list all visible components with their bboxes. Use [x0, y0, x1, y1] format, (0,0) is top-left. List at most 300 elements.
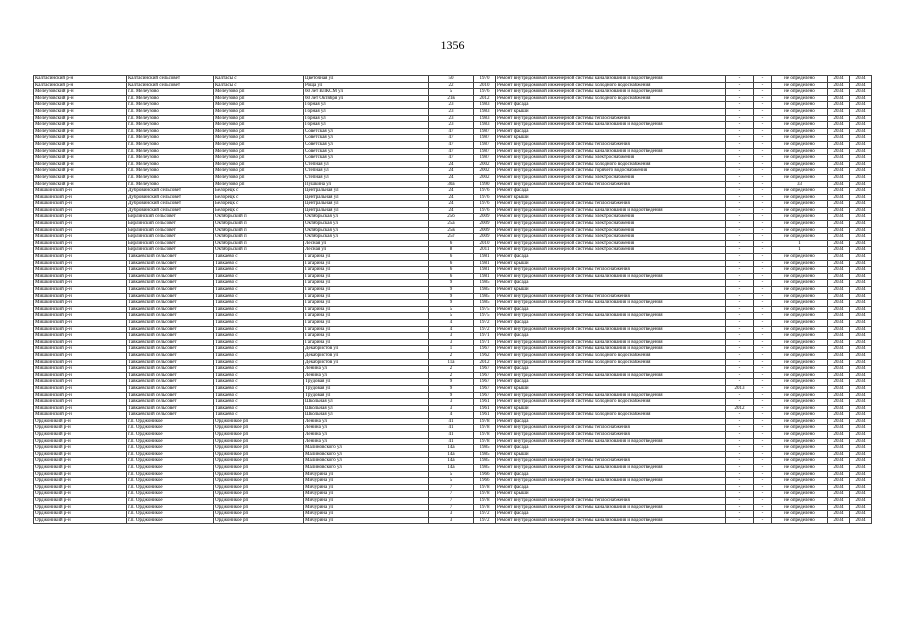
cell-year-to: 2034: [850, 214, 872, 221]
cell-house: 5: [429, 471, 474, 478]
table-row: [34, 333, 872, 340]
cell-settlement: г.п. Орджоникое: [127, 438, 214, 445]
cell-status: не определено: [772, 207, 828, 214]
cell-area: Орджоникий р-н: [34, 504, 127, 511]
cell-house: 7: [429, 491, 474, 498]
cell-year: 1981: [474, 254, 496, 261]
cell-locality: Тавкаево с: [214, 300, 304, 307]
cell-locality: Мелеузово рп: [214, 122, 304, 129]
cell-settlement: г.п. Орджоникое: [127, 425, 214, 432]
cell-work: Ремонт внутридомовой инженерной системы электроснабжения: [496, 227, 726, 234]
cell-status: не определено: [772, 346, 828, 353]
cell-value-b: -: [754, 168, 772, 175]
cell-status: не определено: [772, 471, 828, 478]
cell-locality: Мелеузово рп: [214, 95, 304, 102]
cell-year: 1962: [474, 352, 496, 359]
cell-settlement: Тавкаевский сельсовет: [127, 392, 214, 399]
cell-year-to: 2034: [850, 300, 872, 307]
table-row: [34, 319, 872, 326]
cell-year: 2011: [474, 247, 496, 254]
cell-value-b: -: [754, 511, 772, 518]
cell-work: Ремонт внутридомовой инженерной системы теплоснабжения: [496, 432, 726, 439]
cell-settlement: Бирлинский сельсовет: [127, 214, 214, 221]
cell-house: 14а: [429, 451, 474, 458]
cell-year-to: 2034: [850, 174, 872, 181]
cell-area: Мелеузовский р-н: [34, 89, 127, 96]
cell-value-b: -: [754, 221, 772, 228]
cell-year-to: 2034: [850, 359, 872, 366]
cell-settlement: г.п. Мелеузово: [127, 148, 214, 155]
table-row: [34, 405, 872, 412]
cell-work: Ремонт внутридомовой инженерной системы теплоснабжения: [496, 425, 726, 432]
cell-year-to: 2034: [850, 319, 872, 326]
cell-value-a: -: [726, 188, 754, 195]
cell-value-a: -: [726, 168, 754, 175]
cell-work: Ремонт внутридомовой инженерной системы канализования и водоотведения: [496, 89, 726, 96]
cell-status: не определено: [772, 438, 828, 445]
table-row: [34, 326, 872, 333]
cell-value-a: -: [726, 471, 754, 478]
cell-value-b: -: [754, 458, 772, 465]
cell-status: не определено: [772, 161, 828, 168]
cell-year: 2010: [474, 82, 496, 89]
cell-value-a: -: [726, 234, 754, 241]
cell-work: Ремонт внутридомовой инженерной системы канализования и водоотведения: [496, 76, 726, 83]
table-row: [34, 174, 872, 181]
cell-year: 1975: [474, 306, 496, 313]
cell-year-to: 2034: [850, 115, 872, 122]
cell-year-from: 2034: [828, 458, 850, 465]
cell-settlement: г.п. Орджоникое: [127, 511, 214, 518]
cell-settlement: Бирлинский сельсовет: [127, 227, 214, 234]
cell-status: не определено: [772, 339, 828, 346]
cell-year-from: 2034: [828, 392, 850, 399]
cell-area: Мишкинский р-н: [34, 221, 127, 228]
cell-year: 1978: [474, 438, 496, 445]
cell-value-a: -: [726, 418, 754, 425]
cell-street: Гагарина ул: [304, 300, 429, 307]
cell-year-from: 2034: [828, 287, 850, 294]
cell-status: не определено: [772, 188, 828, 195]
cell-value-a: -: [726, 498, 754, 505]
cell-settlement: г.п. Мелеузово: [127, 174, 214, 181]
cell-work: Ремонт внутридомовой инженерной системы канализования и водоотведения: [496, 372, 726, 379]
cell-area: Мелеузовский р-н: [34, 135, 127, 142]
cell-street: Мичурина ул: [304, 504, 429, 511]
cell-locality: Мелеузово рп: [214, 115, 304, 122]
cell-street: Школьная ул: [304, 405, 429, 412]
cell-street: Советская ул: [304, 148, 429, 155]
cell-settlement: г.п. Орджоникое: [127, 478, 214, 485]
cell-area: Мишкинский р-н: [34, 207, 127, 214]
cell-year-from: 2034: [828, 260, 850, 267]
cell-settlement: г.п. Мелеузово: [127, 181, 214, 188]
cell-year: 1985: [474, 280, 496, 287]
cell-settlement: Тавкаевский сельсовет: [127, 372, 214, 379]
cell-value-a: -: [726, 214, 754, 221]
cell-settlement: Тавкаевский сельсовет: [127, 300, 214, 307]
cell-status: не определено: [772, 319, 828, 326]
cell-value-b: -: [754, 135, 772, 142]
cell-locality: Тавкаево с: [214, 405, 304, 412]
cell-area: Мелеузовский р-н: [34, 155, 127, 162]
cell-status: не определено: [772, 379, 828, 386]
cell-year-from: 2034: [828, 128, 850, 135]
cell-work: Ремонт внутридомовой инженерной системы электроснабжения: [496, 155, 726, 162]
cell-value-b: -: [754, 478, 772, 485]
cell-value-a: -: [726, 221, 754, 228]
cell-value-b: -: [754, 438, 772, 445]
cell-value-a: -: [726, 451, 754, 458]
cell-year-to: 2034: [850, 412, 872, 419]
cell-settlement: г.п. Орджоникое: [127, 504, 214, 511]
cell-year-to: 2034: [850, 135, 872, 142]
cell-street: Ленина ул: [304, 438, 429, 445]
cell-settlement: Дубровинский сельсовет: [127, 194, 214, 201]
cell-year: 1985: [474, 458, 496, 465]
cell-settlement: Дубровинский сельсовет: [127, 188, 214, 195]
cell-house: 23: [429, 122, 474, 129]
cell-house: 47: [429, 135, 474, 142]
cell-year: 2002: [474, 174, 496, 181]
cell-year-to: 2034: [850, 221, 872, 228]
cell-year-to: 2034: [850, 498, 872, 505]
table-row: [34, 438, 872, 445]
cell-value-a: -: [726, 293, 754, 300]
cell-year: 1972: [474, 326, 496, 333]
cell-value-a: -: [726, 141, 754, 148]
cell-work: Ремонт внутридомовой инженерной системы электроснабжения: [496, 214, 726, 221]
cell-year-to: 2034: [850, 102, 872, 109]
cell-status: не определено: [772, 352, 828, 359]
cell-settlement: Дубровинский сельсовет: [127, 201, 214, 208]
cell-house: 5: [429, 89, 474, 96]
cell-status: не определено: [772, 432, 828, 439]
cell-area: Орджоникий р-н: [34, 484, 127, 491]
cell-year-from: 2034: [828, 76, 850, 83]
cell-work: Ремонт фасада: [496, 128, 726, 135]
cell-year-from: 2034: [828, 451, 850, 458]
cell-year: 1985: [474, 451, 496, 458]
cell-value-a: -: [726, 194, 754, 201]
cell-year: 1971: [474, 339, 496, 346]
cell-locality: Октябрьский п: [214, 227, 304, 234]
cell-area: Мишкинский р-н: [34, 260, 127, 267]
table-row: [34, 366, 872, 373]
cell-area: Мелеузовский р-н: [34, 141, 127, 148]
cell-year-to: 2034: [850, 346, 872, 353]
cell-street: Ленина ул: [304, 425, 429, 432]
cell-locality: Мелеузово рп: [214, 148, 304, 155]
cell-street: Ленина ул: [304, 366, 429, 373]
cell-locality: Тавкаево с: [214, 287, 304, 294]
cell-work: Ремонт внутридомовой инженерной системы теплоснабжения: [496, 293, 726, 300]
cell-year: 1987: [474, 148, 496, 155]
cell-area: Мишкинский р-н: [34, 306, 127, 313]
cell-year-to: 2034: [850, 484, 872, 491]
cell-value-a: -: [726, 122, 754, 129]
cell-street: Советская ул: [304, 141, 429, 148]
cell-work: Ремонт крыши: [496, 405, 726, 412]
cell-work: Ремонт крыши: [496, 491, 726, 498]
cell-area: Мишкинский р-н: [34, 399, 127, 406]
cell-work: Ремонт крыши: [496, 260, 726, 267]
cell-locality: Мелеузово рп: [214, 181, 304, 188]
cell-year-to: 2034: [850, 141, 872, 148]
cell-street: Горная ул: [304, 122, 429, 129]
cell-house: 3: [429, 333, 474, 340]
cell-year-to: 2034: [850, 76, 872, 83]
cell-locality: Тавкаево с: [214, 392, 304, 399]
cell-street: Гагарина ул: [304, 339, 429, 346]
cell-street: Центральная ул: [304, 207, 429, 214]
cell-area: Орджоникий р-н: [34, 465, 127, 472]
cell-status: не определено: [772, 412, 828, 419]
cell-year-from: 2034: [828, 207, 850, 214]
cell-status: не определено: [772, 201, 828, 208]
cell-value-a: -: [726, 76, 754, 83]
cell-year-to: 2034: [850, 260, 872, 267]
cell-year: 1985: [474, 445, 496, 452]
cell-street: Малиновского ул: [304, 458, 429, 465]
cell-locality: Орджоникое рп: [214, 504, 304, 511]
cell-year-from: 2034: [828, 471, 850, 478]
cell-year-from: 2034: [828, 465, 850, 472]
cell-street: Советская ул: [304, 155, 429, 162]
cell-value-a: -: [726, 280, 754, 287]
cell-work: Ремонт фасада: [496, 445, 726, 452]
cell-value-a: -: [726, 95, 754, 102]
cell-status: не определено: [772, 372, 828, 379]
cell-value-a: -: [726, 300, 754, 307]
cell-value-b: -: [754, 234, 772, 241]
cell-year: 2009: [474, 234, 496, 241]
cell-settlement: г.п. Орджоникое: [127, 484, 214, 491]
cell-house: 7: [429, 498, 474, 505]
cell-house: 25г: [429, 234, 474, 241]
cell-year-to: 2034: [850, 161, 872, 168]
cell-area: Мишкинский р-н: [34, 280, 127, 287]
cell-status: не определено: [772, 194, 828, 201]
cell-status: не определено: [772, 141, 828, 148]
cell-area: Мишкинский р-н: [34, 339, 127, 346]
cell-work: Ремонт внутридомовой инженерной системы канализования и водоотведения: [496, 346, 726, 353]
cell-status: не определено: [772, 326, 828, 333]
cell-status: не определено: [772, 458, 828, 465]
cell-house: 24: [429, 207, 474, 214]
cell-street: Центральная ул: [304, 201, 429, 208]
cell-year-to: 2034: [850, 155, 872, 162]
cell-locality: Тавкаево с: [214, 267, 304, 274]
cell-value-a: 2012: [726, 405, 754, 412]
table-row: [34, 306, 872, 313]
cell-year-to: 2034: [850, 399, 872, 406]
cell-status: не определено: [772, 168, 828, 175]
cell-work: Ремонт внутридомовой инженерной системы канализования и водоотведения: [496, 148, 726, 155]
cell-year-from: 2034: [828, 95, 850, 102]
cell-value-a: -: [726, 102, 754, 109]
cell-settlement: Тавкаевский сельсовет: [127, 280, 214, 287]
cell-value-b: -: [754, 108, 772, 115]
cell-locality: Тавкаево с: [214, 339, 304, 346]
cell-status: не определено: [772, 95, 828, 102]
cell-value-a: -: [726, 458, 754, 465]
cell-area: Орджоникий р-н: [34, 498, 127, 505]
cell-work: Ремонт внутридомовой инженерной системы холодного водоснабжения: [496, 352, 726, 359]
cell-settlement: г.п. Мелеузово: [127, 89, 214, 96]
cell-house: 25а: [429, 221, 474, 228]
table-row: [34, 498, 872, 505]
cell-value-b: -: [754, 102, 772, 109]
cell-work: Ремонт внутридомовой инженерной системы электроснабжения: [496, 234, 726, 241]
cell-street: Малиновского ул: [304, 451, 429, 458]
cell-year-to: 2034: [850, 478, 872, 485]
cell-year-to: 2034: [850, 89, 872, 96]
cell-street: Мичурина ул: [304, 517, 429, 524]
cell-locality: Орджоникое рп: [214, 438, 304, 445]
cell-work: Ремонт внутридомовой инженерной системы канализования и водоотведения: [496, 300, 726, 307]
cell-value-b: -: [754, 504, 772, 511]
cell-area: Мишкинский р-н: [34, 214, 127, 221]
cell-work: Ремонт фасада: [496, 306, 726, 313]
cell-settlement: Тавкаевский сельсовет: [127, 313, 214, 320]
cell-house: 4: [429, 326, 474, 333]
cell-year-from: 2034: [828, 122, 850, 129]
cell-value-a: -: [726, 207, 754, 214]
cell-street: Гагарина ул: [304, 267, 429, 274]
cell-house: 6: [429, 240, 474, 247]
cell-value-a: -: [726, 491, 754, 498]
cell-area: Мишкинский р-н: [34, 234, 127, 241]
cell-value-a: -: [726, 504, 754, 511]
cell-locality: Орджоникое рп: [214, 491, 304, 498]
table-row: [34, 247, 872, 254]
cell-value-b: -: [754, 399, 772, 406]
cell-value-a: -: [726, 511, 754, 518]
cell-house: 4: [429, 412, 474, 419]
cell-settlement: Тавкаевский сельсовет: [127, 366, 214, 373]
table-row: [34, 108, 872, 115]
table-row: [34, 293, 872, 300]
cell-area: Орджоникий р-н: [34, 418, 127, 425]
cell-status: не определено: [772, 425, 828, 432]
cell-year-to: 2034: [850, 293, 872, 300]
cell-house: 3: [429, 517, 474, 524]
cell-work: Ремонт внутридомовой инженерной системы канализования и водоотведения: [496, 438, 726, 445]
cell-settlement: г.п. Мелеузово: [127, 141, 214, 148]
cell-value-a: -: [726, 366, 754, 373]
cell-area: Орджоникий р-н: [34, 511, 127, 518]
table-row: [34, 471, 872, 478]
cell-value-a: -: [726, 399, 754, 406]
cell-locality: Калтасы с: [214, 76, 304, 83]
cell-house: 22: [429, 82, 474, 89]
cell-status: не определено: [772, 89, 828, 96]
cell-year: 1981: [474, 273, 496, 280]
cell-year: 1975: [474, 313, 496, 320]
cell-house: 9: [429, 385, 474, 392]
cell-work: Ремонт фасада: [496, 254, 726, 261]
cell-value-b: -: [754, 319, 772, 326]
cell-year: 1966: [474, 478, 496, 485]
cell-locality: Белорецк с: [214, 207, 304, 214]
cell-year-to: 2034: [850, 511, 872, 518]
cell-work: Ремонт внутридомовой инженерной системы канализования и водоотведения: [496, 392, 726, 399]
cell-year: 1971: [474, 333, 496, 340]
cell-year: 1987: [474, 141, 496, 148]
cell-area: Мишкинский р-н: [34, 188, 127, 195]
cell-locality: Тавкаево с: [214, 319, 304, 326]
cell-area: Мишкинский р-н: [34, 326, 127, 333]
cell-value-b: -: [754, 141, 772, 148]
cell-house: 24: [429, 188, 474, 195]
cell-settlement: Тавкаевский сельсовет: [127, 326, 214, 333]
cell-year-to: 2034: [850, 267, 872, 274]
cell-status: не определено: [772, 478, 828, 485]
cell-year-to: 2034: [850, 254, 872, 261]
cell-year-from: 2034: [828, 504, 850, 511]
cell-locality: Орджоникое рп: [214, 511, 304, 518]
cell-year-to: 2034: [850, 385, 872, 392]
cell-year-from: 2034: [828, 484, 850, 491]
cell-year: 1967: [474, 346, 496, 353]
cell-street: Мичурина ул: [304, 484, 429, 491]
cell-year: 2009: [474, 221, 496, 228]
table-row: [34, 352, 872, 359]
cell-year-from: 2034: [828, 82, 850, 89]
cell-settlement: г.п. Орджоникое: [127, 517, 214, 524]
cell-year-to: 2034: [850, 517, 872, 524]
cell-settlement: г.п. Мелеузово: [127, 128, 214, 135]
cell-year-from: 2034: [828, 280, 850, 287]
table-row: [34, 254, 872, 261]
cell-year-from: 2034: [828, 445, 850, 452]
cell-house: 30а: [429, 181, 474, 188]
cell-street: Степная ул: [304, 161, 429, 168]
cell-street: Октябрьская ул: [304, 227, 429, 234]
cell-value-b: -: [754, 372, 772, 379]
cell-status: не определено: [772, 511, 828, 518]
cell-status: не определено: [772, 227, 828, 234]
cell-locality: Мелеузово рп: [214, 161, 304, 168]
cell-value-b: -: [754, 247, 772, 254]
table-row: [34, 385, 872, 392]
cell-status: не определено: [772, 155, 828, 162]
cell-settlement: г.п. Мелеузово: [127, 95, 214, 102]
cell-house: 4: [429, 319, 474, 326]
cell-year-to: 2034: [850, 280, 872, 287]
cell-house: 9: [429, 280, 474, 287]
cell-year: 1967: [474, 366, 496, 373]
cell-year: 2002: [474, 161, 496, 168]
cell-year-from: 2034: [828, 102, 850, 109]
cell-year-from: 2034: [828, 478, 850, 485]
cell-year-from: 2034: [828, 517, 850, 524]
cell-area: Мишкинский р-н: [34, 372, 127, 379]
cell-status: не определено: [772, 491, 828, 498]
cell-locality: Белорецк с: [214, 201, 304, 208]
cell-settlement: Тавкаевский сельсовет: [127, 254, 214, 261]
cell-value-b: -: [754, 300, 772, 307]
cell-year: 1976: [474, 207, 496, 214]
cell-house: 14а: [429, 458, 474, 465]
cell-locality: Октябрьский п: [214, 214, 304, 221]
cell-settlement: г.п. Орджоникое: [127, 418, 214, 425]
cell-street: Октябрьская ул: [304, 234, 429, 241]
cell-street: Гагарина ул: [304, 326, 429, 333]
cell-value-b: -: [754, 425, 772, 432]
cell-house: 47: [429, 148, 474, 155]
